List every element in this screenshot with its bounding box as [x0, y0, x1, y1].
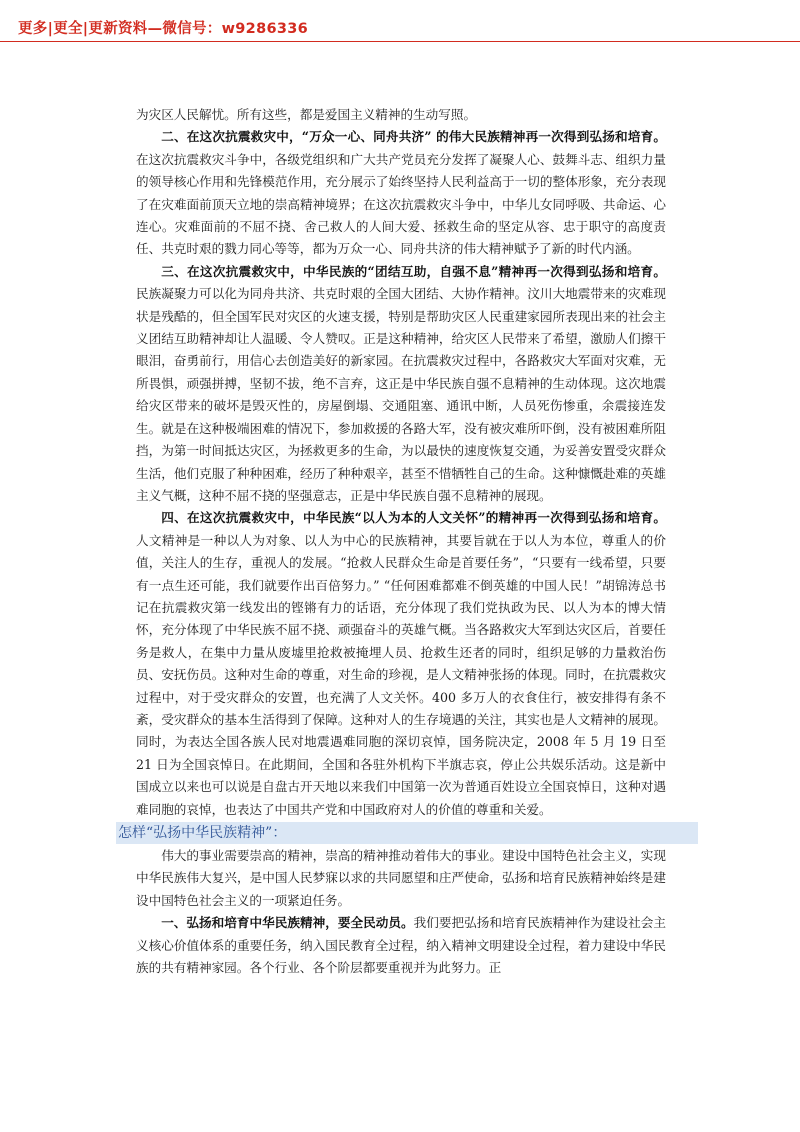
- paragraph-humanism-text: 人文精神是一种以人为对象、以人为中心的民族精神，其要旨就在于以人为本位，尊重人的价值，关注人的生存，重视人的发展。“抢救人民群众生命是首要任务”，“只要有一线希望，只要有一点生还可能，我们就要作出百倍努力。” “任何困难都难不倒英雄的中国人民！”胡锦涛总书记在抗震救灾第一线发出的铿锵有力的话语，充分体现了我们党执政为民、以人为本的博大情怀，充分体现了中华民族不屈不挠、顽强奋斗的英雄气概。当各路救灾大军到达灾区后，首要任务是救人，在集中力量从废墟里抢救被掩埋人员、抢救生还者的同时，组织足够的力量救治伤员、安抚伤员。这种对生命的尊重，对生命的珍视，是人文精神张扬的体现。同时，在抗震救灾过程中，对于受灾群众的安置，也充满了人文关怀。400 多万人的衣食住行，被安排得有条不紊，受灾群众的基本生活得到了保障。这种对人的生存境遇的关注，其实也是人文精神的展现。同时，为表达全国各族人民对地震遇难同胞的深切哀悼，国务院决定，2008 年 5 月 19 日至 21 日为全国哀悼日。在此期间，全国和各驻外机构下半旗志哀，停止公共娱乐活动。这是新中国成立以来也可以说是自盘古开天地以来我们中国第一次为普通百姓设立全国哀悼日，这种对遇难同胞的哀悼，也表达了中国共产党和中国政府对人的价值的尊重和关爱。: [136, 532, 666, 817]
- banner-divider: [0, 41, 800, 42]
- document-body: [118, 104, 667, 979]
- heading-humanism: 四、在这次抗震救灾中，中华民族“以人为本的人文关怀”的精神再一次得到弘扬和培育。: [161, 510, 666, 526]
- paragraph-intro: 伟大的事业需要崇高的精神，崇高的精神推动着伟大的事业。建设中国特色社会主义，实现中华民族伟大复兴，是中国人民梦寐以求的共同愿望和庄严使命，弘扬和培育民族精神始终是建设中国特色社会主义的一项紧迫任务。: [136, 848, 666, 908]
- paragraph-mobilization: [136, 912, 666, 979]
- section-title: 怎样“弘扬中华民族精神”：: [116, 822, 698, 844]
- paragraph-mutual-aid-text: 民族凝聚力可以化为同舟共济、共克时艰的全国大团结、大协作精神。汶川大地震带来的灾难现状是残酷的，但全国军民对灾区的火速支援，特别是帮助灾区人民重建家园所表现出来的社会主义团结互助精神却让人温暖、令人赞叹。正是这种精神，给灾区人民带来了希望，激励人们擦干眼泪，奋勇前行，用信心去创造美好的新家园。在抗震救灾过程中，各路救灾大军面对灾难，无所畏惧，顽强拼搏，坚韧不拔，绝不言弃，这正是中华民族自强不息精神的生动体现。这次地震给灾区带来的破坏是毁灭性的，房屋倒塌、交通阻塞、通讯中断，人员死伤惨重，余震接连发生。就是在这种极端困难的情况下，参加救援的各路大军，没有被灾难所吓倒，没有被困难所阻挡，为第一时间抵达灾区，为拯救更多的生命，为以最快的速度恢复交通，为妥善安置受灾群众生活，他们克服了种种困难，经历了种种艰辛，甚至不惜牺牲自己的生命。这种慷慨赴难的英雄主义气概，这种不屈不挠的坚强意志，正是中华民族自强不息精神的展现。: [136, 286, 666, 503]
- paragraph-unity: [136, 126, 666, 260]
- heading-mobilization: 一、弘扬和培育中华民族精神，要全民动员。: [161, 915, 414, 931]
- paragraph-continuation: 为灾区人民解忧。所有这些，都是爱国主义精神的生动写照。: [136, 107, 477, 122]
- top-banner: [0, 14, 800, 42]
- paragraph-mutual-aid: [136, 261, 666, 507]
- heading-mutual-aid: 三、在这次抗震救灾中，中华民族的“团结互助，自强不息”精神再一次得到弘扬和培育。: [161, 263, 666, 279]
- heading-unity: 二、在这次抗震救灾中，“万众一心、同舟共济” 的伟大民族精神再一次得到弘扬和培育。: [161, 129, 666, 145]
- wechat-banner-text: 更多|更全|更新资料—微信号：w9286336: [18, 21, 309, 37]
- paragraph-mobilization-text: 我们要把弘扬和培育民族精神作为建设社会主义核心价值体系的重要任务，纳入国民教育全过程，纳入精神文明建设全过程，着力建设中华民族的共有精神家园。各个行业、各个阶层都要重视并为此努力。正: [136, 915, 667, 976]
- paragraph-unity-text: 在这次抗震救灾斗争中，各级党组织和广大共产党员充分发挥了凝聚人心、鼓舞斗志、组织力量的领导核心作用和先锋模范作用，充分展示了始终坚持人民利益高于一切的整体形象，充分表现了在灾难面前顶天立地的崇高精神境界；在这次抗震救灾斗争中，中华儿女同呼吸、共命运、心连心。灾难面前的不屈不挠、舍己救人的人间大爱、拯救生命的坚定从容、忠于职守的高度责任、共克时艰的戮力同心等等，都为万众一心、同舟共济的伟大精神赋予了新的时代内涵。: [136, 151, 666, 257]
- paragraph-humanism: [136, 507, 666, 821]
